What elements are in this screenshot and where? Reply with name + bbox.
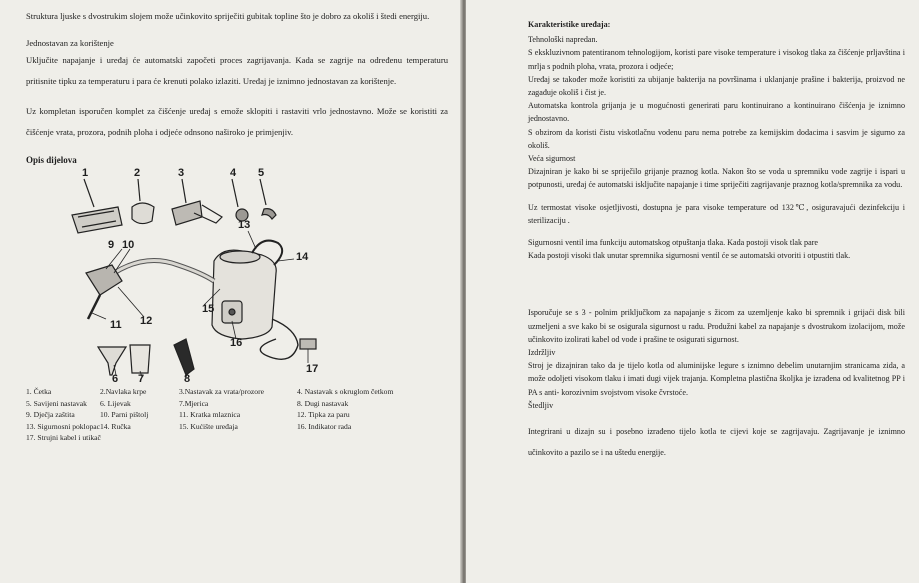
tech-label: Tehnološki napredan. xyxy=(528,35,598,45)
safety-paragraph-3b: Kada postoji visoki tlak unutar spremnika sigurnosni ventil će se automatski otvoriti i otpustiti tlak. xyxy=(528,251,851,261)
part-item: 11. Kratka mlaznica xyxy=(179,410,241,419)
part-item: 9. Dječja zaštita xyxy=(26,410,75,419)
diagram-label-13: 13 xyxy=(238,219,251,231)
safety-paragraph-1: Dizajniran je kako bi se spriječilo grijanje praznog kotla. Nakon što se voda u spremniku vode zagrije i ispari u potpunosti, uređaj će automatski isključite napajanje i time spriječiti zagrijavanje praznog kotla/spremnika za vodu. xyxy=(528,167,905,190)
diagram-label-16: 16 xyxy=(230,337,243,349)
diagram-label-14: 14 xyxy=(296,251,309,263)
saving-heading: Štedljiv xyxy=(528,400,554,410)
part-item: 1. Četka xyxy=(26,387,52,396)
features-paragraph-4: S obzirom da koristi čistu viskotlačnu vodenu paru nema potrebe za kemijskim dodacima i sasvim je sigurno za okoliš. xyxy=(528,127,905,150)
diagram-label-9: 9 xyxy=(108,239,115,251)
parts-list xyxy=(26,386,448,444)
diagram-label-12: 12 xyxy=(140,315,153,327)
parts-heading: Opis dijelova xyxy=(26,155,77,165)
part-item: 14. Ručka xyxy=(100,421,131,431)
part-item: 2.Navlaka krpe xyxy=(100,387,147,396)
part-item: 4. Nastavak s okruglom četkom xyxy=(297,387,394,396)
part-item: 10. Parni pištolj xyxy=(100,410,149,419)
features-paragraph-1: S ekskluzivnom patentiranom tehnologijom, koristi pare visoke temperature i visokog tlaka za čišćenje prljavština i mrlja s podnih ploha, vrata, prozora i odjeće; xyxy=(528,48,905,71)
features-paragraph-3: Automatska kontrola grijanja je u mogućnosti generirati paru kontinuirano a kontinuirano čišćenja je iznimno jednostavno. xyxy=(528,101,905,124)
durable-heading: Izdržljiv xyxy=(528,348,556,358)
kit-paragraph: Uz kompletan isporučen komplet za čišćenje uređaj s emože sklopiti i rastaviti vrlo jednostavno. Može se koristiti za čišćenje vrata, prozora, podnih ploha i odjeće odnsono naširoko je primjenjiv. xyxy=(26,106,448,137)
safety-heading: Veća sigurnost xyxy=(528,154,576,164)
safety-paragraph-3a: Sigurnosni ventil ima funkciju automatskog otpuštanja tlaka. Kada postoji visok tlak pare xyxy=(528,238,818,248)
part-item: 7.Mjerica xyxy=(179,398,209,408)
part-item: 12. Tipka za paru xyxy=(297,410,350,419)
part-item: 16. Indikator rada xyxy=(297,421,352,431)
easy-use-heading: Jednostavan za korištenje xyxy=(26,38,114,48)
diagram-label-8: 8 xyxy=(184,373,191,385)
durable-paragraph: Stroj je dizajniran tako da je tijelo kotla od aluminijske legure s iznimno debelim unutarnjim stranicama zida, a može odoljeti visokom tlaku i imati dugi vijek trajanja. Kompletna plastična školjka je izrađena od kvalitetnog PP i PA s anti- korozivnim svojstvom visoke čvrstoće. xyxy=(528,361,905,397)
intro-paragraph: Struktura ljuske s dvostrukim slojem može učinkovito spriječiti gubitak topline što je dobro za okoliš i štedi energiju. xyxy=(26,11,430,21)
part-item: 6. Lijevak xyxy=(100,398,131,408)
diagram-label-1: 1 xyxy=(82,167,89,179)
diagram-label-15: 15 xyxy=(202,303,215,315)
part-item: 8. Dugi nastavak xyxy=(297,398,349,408)
parts-diagram xyxy=(26,169,446,384)
diagram-label-5: 5 xyxy=(258,167,265,179)
diagram-label-3: 3 xyxy=(178,167,185,179)
features-paragraph-2: Uređaj se također može koristiti za ubijanje bakterija na površinama i uklanjanje prašine i bakterija, proizvod ne zagađuje okoliš i čist je. xyxy=(528,74,905,98)
power-paragraph: Isporučuje se s 3 - polnim priključkom za napajanje s žicom za uzemljenje kako bi spremnik i grijaći disk bili uzmeljeni a sve kako bi se osigurala sigurnost u radu. Produžni kabel za napajanje s dvostrukom izolacijom, može učinkovito izolirati kabel od vode i prašine te osigurati sigurnost. xyxy=(528,308,905,344)
diagram-label-11: 11 xyxy=(110,319,122,331)
part-item: 17. Strujni kabel i utikač xyxy=(26,433,101,442)
part-item: 3.Nastavak za vrata/prozore xyxy=(179,387,264,396)
diagram-label-17: 17 xyxy=(306,363,319,375)
diagram-label-10: 10 xyxy=(122,239,135,251)
diagram-label-4: 4 xyxy=(230,167,237,179)
part-item: 15. Kućište uređaja xyxy=(179,421,238,431)
safety-paragraph-2: Uz termostat visoke osjetljivosti, dostupna je para visoke temperature od 132℃, osiguravajući dezinfekciju i sterilizaciju . xyxy=(528,202,905,225)
diagram-label-6: 6 xyxy=(112,373,119,385)
features-heading: Karakteristike uređaja: xyxy=(528,20,611,29)
easy-use-paragraph: Uključite napajanje i uređaj će automatski započeti proces zagrijavanja. Kada se zagrije na određenu temperaturu pritisnite tipku za temperaturu i para će krenuti polako izlaziti. Uređaj je iznimno jednostavan za korištenje. xyxy=(26,55,448,86)
part-item: 13. Sigurnosni poklopac xyxy=(26,421,101,431)
saving-paragraph: Integrirani u dizajn su i posebno izrađeno tijelo kotla te cijevi koje se zagrijavaju. Zagrijavanje je iznimno učinkovito a pazilo se i na uštedu energije. xyxy=(528,427,905,458)
diagram-label-2: 2 xyxy=(134,167,141,179)
part-item: 5. Savijeni nastavak xyxy=(26,398,87,408)
steam-cleaner-illustration xyxy=(26,169,446,384)
diagram-label-7: 7 xyxy=(138,373,145,385)
right-page xyxy=(466,0,919,583)
